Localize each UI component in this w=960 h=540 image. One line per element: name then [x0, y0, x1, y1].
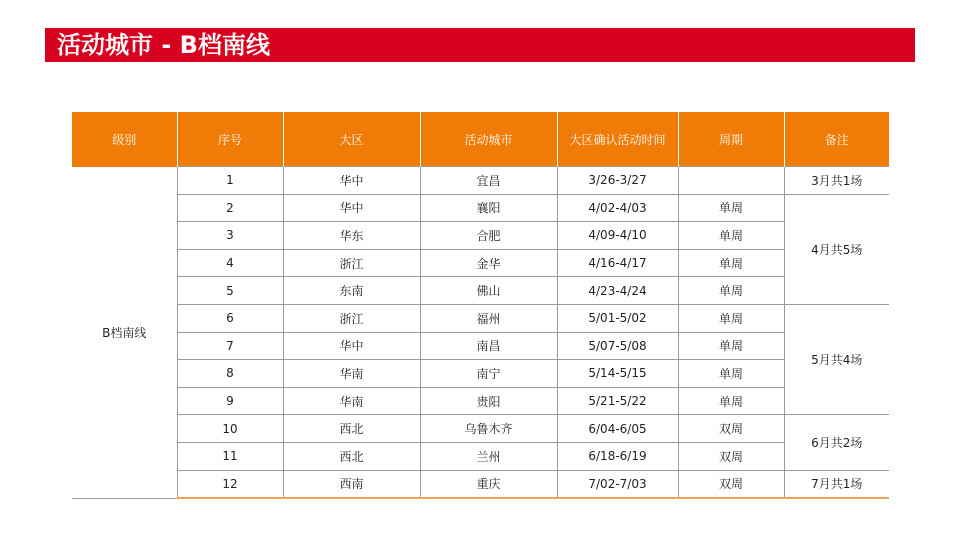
time-cell: 6/18-6/19 [557, 442, 678, 470]
cycle-cell: 单周 [678, 222, 784, 250]
region-cell: 华南 [283, 387, 420, 415]
number-cell: 2 [177, 194, 283, 222]
number-cell: 12 [177, 470, 283, 498]
number-cell: 3 [177, 222, 283, 250]
number-cell: 7 [177, 332, 283, 360]
number-cell: 8 [177, 360, 283, 388]
cycle-cell: 单周 [678, 277, 784, 305]
time-cell: 5/07-5/08 [557, 332, 678, 360]
header-cycle: 周期 [678, 112, 784, 167]
table-row [72, 470, 889, 498]
number-cell: 6 [177, 304, 283, 332]
table-row [72, 249, 889, 277]
header-level: 级别 [72, 112, 177, 167]
time-cell: 4/23-4/24 [557, 277, 678, 305]
header-region: 大区 [283, 112, 420, 167]
cycle-cell: 单周 [678, 194, 784, 222]
table-row [72, 415, 889, 443]
cycle-cell: 双周 [678, 415, 784, 443]
city-cell: 金华 [420, 249, 557, 277]
table-row [72, 360, 889, 388]
number-cell: 10 [177, 415, 283, 443]
level-cell: B档南线 [72, 167, 177, 499]
header-confirmed-time: 大区确认活动时间 [557, 112, 678, 167]
cycle-cell: 双周 [678, 470, 784, 498]
cycle-cell: 双周 [678, 442, 784, 470]
number-cell: 5 [177, 277, 283, 305]
time-cell: 4/02-4/03 [557, 194, 678, 222]
header-remark: 备注 [784, 112, 889, 167]
table-header-row [72, 112, 889, 167]
number-cell: 4 [177, 249, 283, 277]
city-cell: 合肥 [420, 222, 557, 250]
table-row [72, 222, 889, 250]
cycle-cell [678, 167, 784, 195]
region-cell: 华中 [283, 167, 420, 195]
remark-cell: 3月共1场 [784, 167, 889, 195]
number-cell: 11 [177, 442, 283, 470]
cycle-cell: 单周 [678, 360, 784, 388]
table-row [72, 332, 889, 360]
region-cell: 浙江 [283, 304, 420, 332]
remark-cell: 7月共1场 [784, 470, 889, 498]
city-cell: 佛山 [420, 277, 557, 305]
time-cell: 5/01-5/02 [557, 304, 678, 332]
cycle-cell: 单周 [678, 249, 784, 277]
region-cell: 华中 [283, 194, 420, 222]
table-row [72, 304, 889, 332]
remark-cell: 5月共4场 [784, 304, 889, 414]
time-cell: 4/16-4/17 [557, 249, 678, 277]
time-cell: 7/02-7/03 [557, 470, 678, 498]
time-cell: 6/04-6/05 [557, 415, 678, 443]
table-row [72, 277, 889, 305]
city-cell: 重庆 [420, 470, 557, 498]
schedule-table [72, 112, 889, 499]
table-row [72, 194, 889, 222]
table-row [72, 167, 889, 195]
cycle-cell: 单周 [678, 304, 784, 332]
time-cell: 4/09-4/10 [557, 222, 678, 250]
page-title: 活动城市 - B档南线 [45, 28, 915, 62]
city-cell: 乌鲁木齐 [420, 415, 557, 443]
cycle-cell: 单周 [678, 387, 784, 415]
city-cell: 福州 [420, 304, 557, 332]
number-cell: 9 [177, 387, 283, 415]
city-cell: 贵阳 [420, 387, 557, 415]
city-cell: 襄阳 [420, 194, 557, 222]
region-cell: 东南 [283, 277, 420, 305]
region-cell: 华南 [283, 360, 420, 388]
region-cell: 华东 [283, 222, 420, 250]
header-city: 活动城市 [420, 112, 557, 167]
table-row [72, 442, 889, 470]
number-cell: 1 [177, 167, 283, 195]
city-cell: 宜昌 [420, 167, 557, 195]
remark-cell: 6月共2场 [784, 415, 889, 470]
time-cell: 3/26-3/27 [557, 167, 678, 195]
region-cell: 浙江 [283, 249, 420, 277]
time-cell: 5/14-5/15 [557, 360, 678, 388]
header-number: 序号 [177, 112, 283, 167]
cycle-cell: 单周 [678, 332, 784, 360]
region-cell: 华中 [283, 332, 420, 360]
city-cell: 兰州 [420, 442, 557, 470]
table-row [72, 387, 889, 415]
city-cell: 南昌 [420, 332, 557, 360]
city-cell: 南宁 [420, 360, 557, 388]
region-cell: 西北 [283, 442, 420, 470]
remark-cell: 4月共5场 [784, 194, 889, 304]
region-cell: 西北 [283, 415, 420, 443]
region-cell: 西南 [283, 470, 420, 498]
time-cell: 5/21-5/22 [557, 387, 678, 415]
